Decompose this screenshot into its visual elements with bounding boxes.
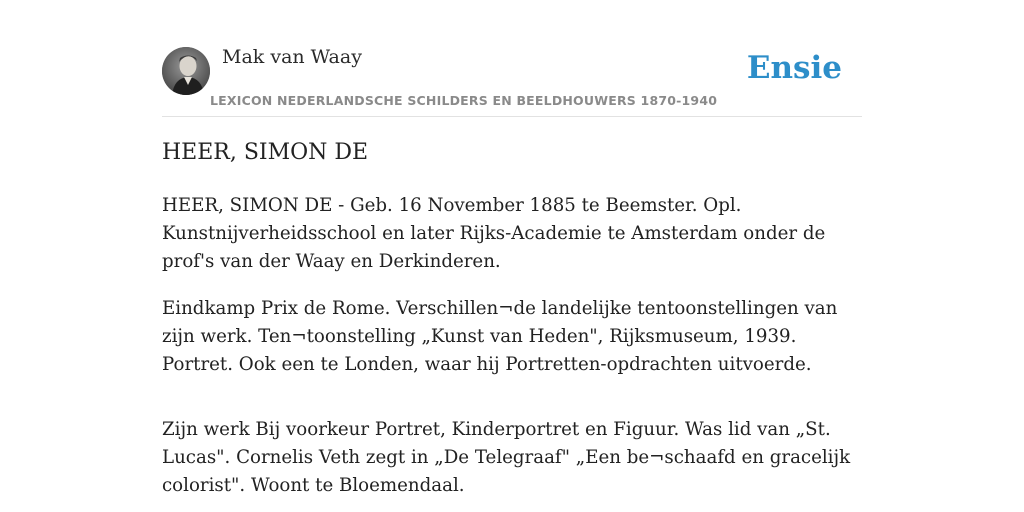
- article-paragraph-1: HEER, SIMON DE - Geb. 16 November 1885 te Beemster. Opl. Kunstnijverheidsschool en later Rijks-Academie te Amsterdam onder de prof's van der Waay en Derkinderen.: [162, 195, 826, 272]
- author-name-link[interactable]: Mak van Waay: [222, 46, 362, 68]
- page-header: [162, 44, 862, 117]
- author-avatar[interactable]: [162, 47, 210, 95]
- ensie-logo-link[interactable]: Ensie: [746, 50, 842, 86]
- article-paragraph-3: Zijn werk Bij voorkeur Portret, Kinderportret en Figuur. Was lid van „St. Lucas". Cornelis Veth zegt in „De Telegraaf" „Een be¬schaafd en gracelijk colorist". Woont te Bloemendaal.: [162, 419, 851, 496]
- article-body: [162, 192, 862, 512]
- author-portrait-icon: [162, 47, 210, 95]
- lexicon-subtitle[interactable]: LEXICON NEDERLANDSCHE SCHILDERS EN BEELDHOUWERS 1870-1940: [210, 93, 718, 108]
- article-title: HEER, SIMON DE: [162, 140, 369, 165]
- article-paragraph-2: Eindkamp Prix de Rome. Verschillen¬de landelijke tentoonstellingen van zijn werk. Ten¬toonstelling „Kunst van Heden", Rijksmuseum, 1939. Portret. Ook een te Londen, waar hij Portretten-opdrachten uitvoerde.: [162, 298, 838, 375]
